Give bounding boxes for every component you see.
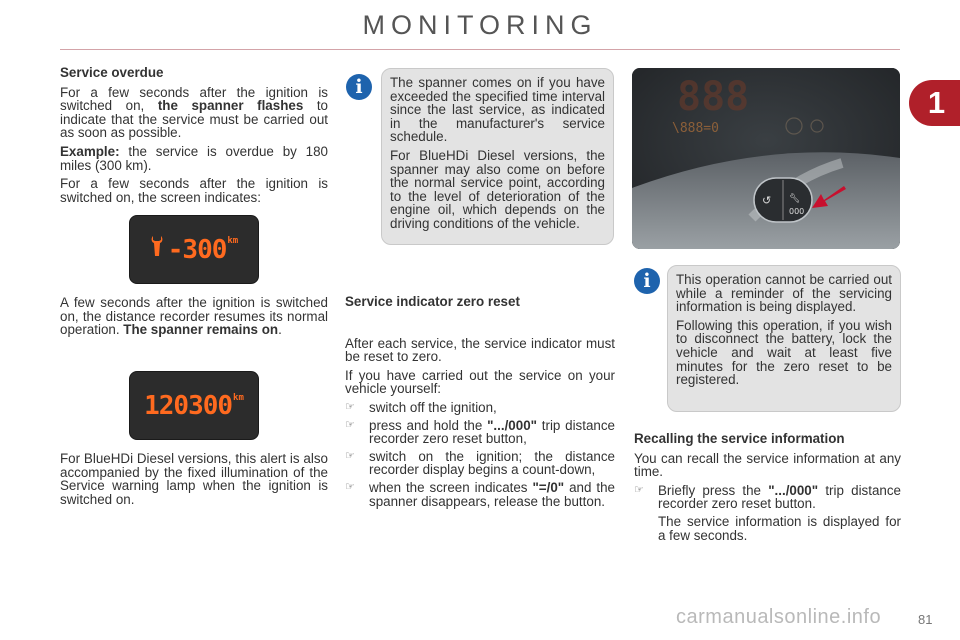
zero-reset-section [345,295,615,512]
chapter-tab: 1 [909,80,960,126]
text: . [278,322,282,338]
button-label: 000 [789,207,805,216]
page-number: 81 [918,612,933,627]
odometer-display [129,371,259,440]
pointing-hand-icon: ☞ [345,418,355,431]
recall-heading: Recalling the service information [634,431,845,446]
info-note-battery [667,265,901,412]
paragraph [60,296,328,337]
bluehdi-alert-paragraph [60,452,328,511]
service-overdue-heading: Service overdue [60,65,164,80]
recall-service-section [634,432,901,546]
step-text: switch on the ignition; the distance recorder display begins a count-down, [369,448,615,478]
pointing-hand-icon: ☞ [634,483,644,496]
step-text: trip distance recorder zero reset button. [658,482,901,512]
step-text: Briefly press the [658,482,769,498]
note-paragraph: For BlueHDi Diesel versions, the spanner may also come on before the normal service point, according to the level of deterioration of the engine oil, which depends on the driving conditions of the vehicle. [390,147,605,231]
pointing-hand-icon: ☞ [345,400,355,413]
info-note-spanner [381,68,614,245]
note-paragraph: The spanner comes on if you have exceeded the specified time interval since the last service, as indicated in the manufacturer's service schedule. [390,75,605,145]
list-item [634,484,901,542]
text-bold: The spanner remains on [123,322,279,338]
reset-steps-list [345,401,615,508]
step-text: and the spanner disappears, release the button. [369,479,615,509]
paragraph [60,86,328,140]
step-followup: The service information is displayed for a few seconds. [658,513,901,543]
list-item [345,419,615,446]
paragraph: If you have carried out the service on your vehicle yourself: [345,367,615,397]
display-value: -300 [167,235,227,265]
step-text: when the screen indicates [369,479,533,495]
step-text: switch off the ignition, [369,399,497,415]
step-text: press and hold the [369,417,488,433]
info-icon: i [634,268,660,294]
instrument-panel-illustration [632,68,900,249]
text: For a few seconds after the ignition is switched on, [60,84,328,114]
display-unit: km [227,236,239,246]
step-text: trip distance recorder zero reset button, [369,417,616,447]
list-item [345,481,615,508]
page-title: MONITORING [362,10,598,40]
watermark: carmanualsonline.info [676,606,882,628]
info-icon: i [346,74,372,100]
paragraph: After each service, the service indicator must be reset to zero. [345,335,615,365]
step-text-bold: ".../000" [768,482,819,498]
text: to indicate that the service must be carried out as soon as possible. [60,98,328,141]
display-value: 120300 [144,390,233,421]
list-item [345,450,615,477]
text: the service is overdue by 180 miles (300 km). [60,143,328,173]
instrument-panel-photo [632,68,900,249]
display-unit: km [233,392,244,403]
pointing-hand-icon: ☞ [345,449,355,462]
note-paragraph: Following this operation, if you wish to disconnect the battery, lock the vehicle and wait at least five minutes for the zero reset to be registered. [676,317,892,388]
title-divider [60,49,900,50]
list-item [345,401,615,415]
step-text-bold: "=/0" [532,479,565,495]
step-text-bold: ".../000" [487,417,537,433]
wrench-icon: 🔧︎ [789,194,801,204]
photo-trip-text: \888=0 [672,121,719,136]
text: A few seconds after the ignition is switched on, the distance recorder resumes its normal operation. [60,295,328,338]
recall-steps-list [634,484,901,542]
paragraph: You can recall the service information at any time. [634,450,901,480]
overdue-display [129,215,259,284]
trip-icon: ↺ [762,194,772,207]
text-bold: Example: [60,143,120,159]
wrench-icon [150,234,164,258]
service-overdue-section [60,66,328,209]
zero-reset-heading: Service indicator zero reset [345,294,520,309]
note-paragraph: This operation cannot be carried out while a reminder of the servicing information is being displayed. [676,272,892,315]
paragraph: For BlueHDi Diesel versions, this alert is also accompanied by the fixed illumination of the Service warning lamp when the ignition is switched on. [60,451,328,507]
photo-digits: 888 [677,74,750,120]
text-bold: the spanner flashes [157,98,304,114]
distance-resume-paragraph [60,296,328,342]
paragraph: For a few seconds after the ignition is switched on, the screen indicates: [60,176,328,205]
paragraph [60,145,328,172]
pointing-hand-icon: ☞ [345,480,355,493]
